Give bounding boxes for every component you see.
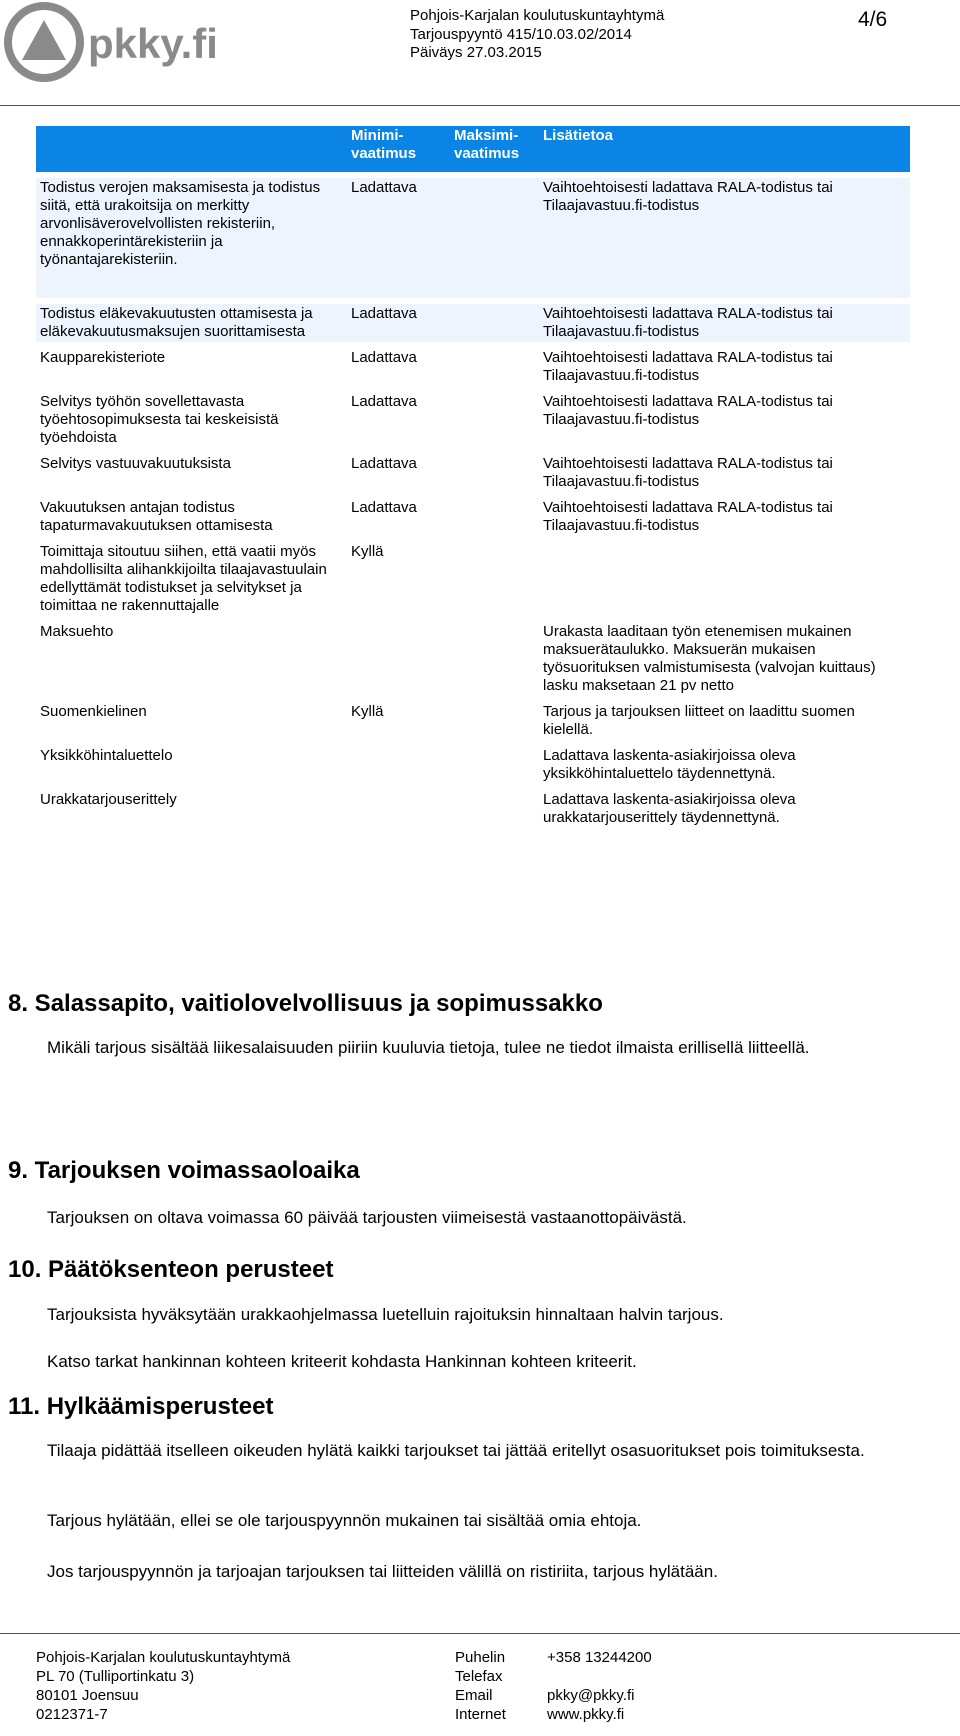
cell-info: Ladattava laskenta-asiakirjoissa oleva urakkatarjouserittely täydennettynä. [539, 790, 910, 828]
header-date: Päiväys 27.03.2015 [410, 44, 542, 61]
cell-info [539, 542, 910, 616]
footer-rule [0, 1633, 960, 1634]
section-10-paragraph-1: Tarjouksista hyväksytään urakkaohjelmassa luetelluin rajoituksin hinnaltaan halvin tarjous. [47, 1305, 724, 1324]
cell-info: Ladattava laskenta-asiakirjoissa oleva yksikköhintaluettelo täydennettynä. [539, 746, 910, 784]
section-10-paragraph-2: Katso tarkat hankinnan kohteen kriteerit kohdasta Hankinnan kohteen kriteerit. [47, 1352, 637, 1371]
footer-web-label: Internet [455, 1706, 506, 1723]
section-11-paragraph-1: Tilaaja pidättää itselleen oikeuden hylätä kaikki tarjoukset tai jättää eritellyt osasuoritukset pois toimituksesta. [47, 1441, 865, 1460]
table-row [36, 542, 910, 616]
footer-business-id: 0212371-7 [36, 1706, 108, 1723]
section-9-paragraph: Tarjouksen on oltava voimassa 60 päivää tarjousten viimeisestä vastaanottopäivästä. [47, 1208, 687, 1227]
cell-item: Todistus eläkevakuutusten ottamisesta ja eläkevakuutusmaksujen suorittamisesta [36, 304, 347, 342]
header-org: Pohjois-Karjalan koulutuskuntayhtymä [410, 7, 665, 24]
cell-item: Selvitys työhön sovellettavasta työehtosopimuksesta tai keskeisistä työehdoista [36, 392, 347, 448]
logo-mark [22, 20, 66, 60]
cell-min: Ladattava [347, 348, 450, 386]
cell-min: Ladattava [347, 454, 450, 492]
section-10-title: 10. Päätöksenteon perusteet [8, 1256, 334, 1283]
logo-text: pkky.fi [88, 20, 218, 67]
cell-max [450, 542, 539, 616]
footer-postal: 80101 Joensuu [36, 1687, 139, 1704]
cell-item: Kaupparekisteriote [36, 348, 347, 386]
table-row [36, 454, 910, 492]
cell-min: Ladattava [347, 498, 450, 536]
header-cell-min: Minimi- vaatimus [347, 126, 450, 172]
header-cell-info: Lisätietoa [539, 126, 910, 172]
cell-max [450, 178, 539, 298]
section-11-paragraph-3: Jos tarjouspyynnön ja tarjoajan tarjouksen tai liitteiden välillä on ristiriita, tarjous hylätään. [47, 1562, 718, 1581]
cell-info: Vaihtoehtoisesti ladattava RALA-todistus tai Tilaajavastuu.fi-todistus [539, 304, 910, 342]
footer-phone: +358 13244200 [547, 1649, 652, 1666]
cell-info: Vaihtoehtoisesti ladattava RALA-todistus tai Tilaajavastuu.fi-todistus [539, 178, 910, 298]
cell-min: Ladattava [347, 178, 450, 298]
cell-max [450, 790, 539, 828]
cell-item: Yksikköhintaluettelo [36, 746, 347, 784]
footer-address-block [36, 1648, 290, 1724]
cell-min [347, 790, 450, 828]
cell-item: Urakkatarjouserittely [36, 790, 347, 828]
cell-max [450, 392, 539, 448]
cell-item: Selvitys vastuuvakuutuksista [36, 454, 347, 492]
cell-item: Todistus verojen maksamisesta ja todistus siitä, että urakoitsija on merkitty arvonlisäverovelvollisten rekisteriin, ennakkoperintärekisteriin ja työnantajarekisteriin. [36, 178, 347, 298]
pkky-logo [4, 2, 218, 84]
cell-max [450, 454, 539, 492]
header-cell-max: Maksimi- vaatimus [450, 126, 539, 172]
cell-item: Vakuutuksen antajan todistus tapaturmavakuutuksen ottamisesta [36, 498, 347, 536]
table-row [36, 498, 910, 536]
header-cell-item [36, 126, 347, 172]
section-11-paragraph-2: Tarjous hylätään, ellei se ole tarjouspyynnön mukainen tai sisältää omia ehtoja. [47, 1511, 642, 1530]
table-row [36, 304, 910, 342]
cell-info: Tarjous ja tarjouksen liitteet on laadittu suomen kielellä. [539, 702, 910, 740]
cell-max [450, 746, 539, 784]
cell-info: Vaihtoehtoisesti ladattava RALA-todistus tai Tilaajavastuu.fi-todistus [539, 392, 910, 448]
footer-fax-label: Telefax [455, 1668, 503, 1685]
page-number: 4/6 [858, 8, 888, 31]
cell-min [347, 746, 450, 784]
cell-min: Kyllä [347, 702, 450, 740]
cell-min: Ladattava [347, 392, 450, 448]
footer-email[interactable]: pkky@pkky.fi [547, 1687, 635, 1704]
section-8-title: 8. Salassapito, vaitiolovelvollisuus ja sopimussakko [8, 990, 603, 1017]
cell-item: Toimittaja sitoutuu siihen, että vaatii myös mahdollisilta alihankkijoilta tilaajavastuulain edellyttämät todistukset ja selvitykset ja toimittaa ne rakennuttajalle [36, 542, 347, 616]
cell-info: Vaihtoehtoisesti ladattava RALA-todistus tai Tilaajavastuu.fi-todistus [539, 454, 910, 492]
cell-max [450, 348, 539, 386]
table-row [36, 790, 910, 828]
header-reference: Tarjouspyyntö 415/10.03.02/2014 [410, 26, 632, 43]
requirements-table [36, 120, 910, 834]
table-row [36, 746, 910, 784]
cell-info: Vaihtoehtoisesti ladattava RALA-todistus tai Tilaajavastuu.fi-todistus [539, 498, 910, 536]
section-11-title: 11. Hylkäämisperusteet [8, 1393, 274, 1420]
table-row [36, 702, 910, 740]
header-rule [0, 105, 960, 106]
cell-max [450, 498, 539, 536]
section-9-title: 9. Tarjouksen voimassaoloaika [8, 1157, 360, 1184]
cell-max [450, 702, 539, 740]
cell-max [450, 622, 539, 696]
footer-email-label: Email [455, 1687, 493, 1704]
cell-min: Kyllä [347, 542, 450, 616]
cell-min: Ladattava [347, 304, 450, 342]
cell-info: Vaihtoehtoisesti ladattava RALA-todistus tai Tilaajavastuu.fi-todistus [539, 348, 910, 386]
cell-max [450, 304, 539, 342]
footer-fax-value [547, 1667, 652, 1686]
table-row [36, 348, 910, 386]
table-row [36, 392, 910, 448]
cell-item: Maksuehto [36, 622, 347, 696]
table-row [36, 622, 910, 696]
footer-labels [455, 1648, 506, 1724]
footer-phone-label: Puhelin [455, 1649, 506, 1666]
footer-org: Pohjois-Karjalan koulutuskuntayhtymä [36, 1649, 291, 1666]
table-header-row [36, 126, 910, 172]
footer-address: PL 70 (Tulliportinkatu 3) [36, 1668, 195, 1685]
footer-web[interactable]: www.pkky.fi [547, 1706, 625, 1723]
cell-info: Urakasta laaditaan työn etenemisen mukainen maksuerätaulukko. Maksuerän mukaisen työsuorituksen valmistumisesta (valvojan kuittaus) lasku maksetaan 21 pv netto [539, 622, 910, 696]
table-row [36, 178, 910, 298]
cell-min [347, 622, 450, 696]
cell-item: Suomenkielinen [36, 702, 347, 740]
section-8-paragraph: Mikäli tarjous sisältää liikesalaisuuden piiriin kuuluvia tietoja, tulee ne tiedot ilmaista erillisellä liitteellä. [47, 1038, 810, 1057]
footer-values [547, 1648, 652, 1724]
